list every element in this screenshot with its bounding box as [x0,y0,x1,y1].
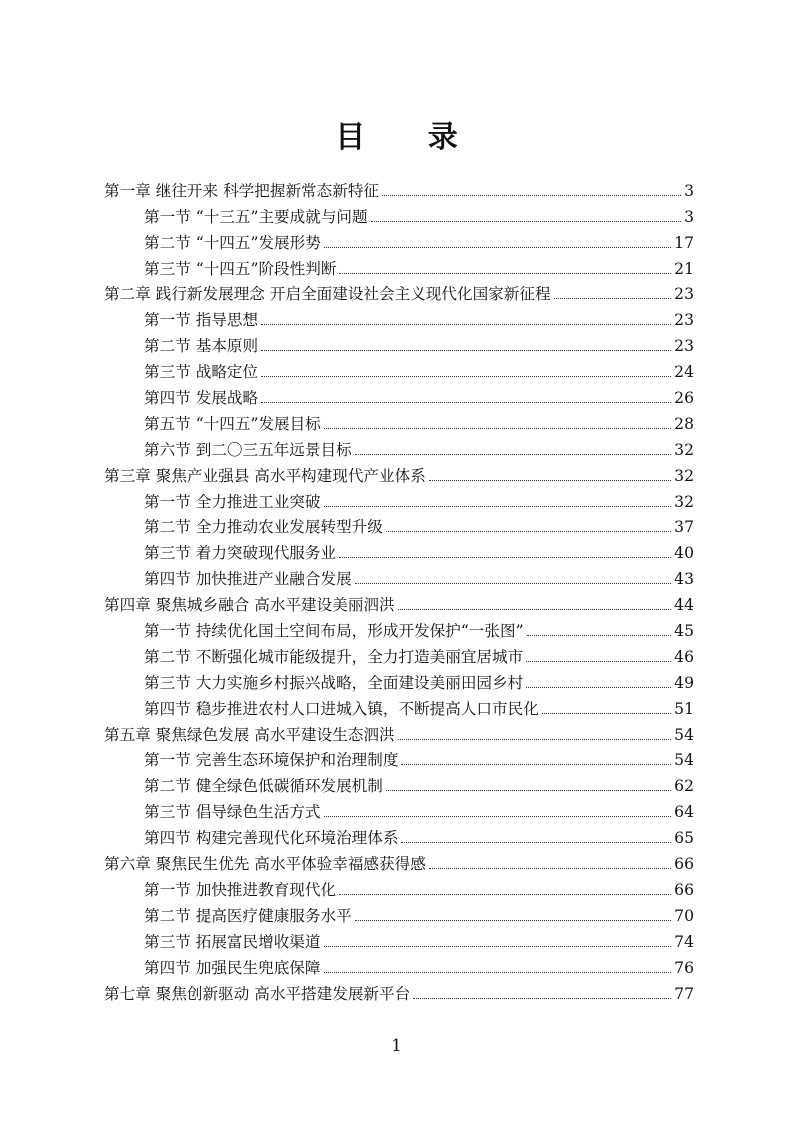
dot-leader [429,868,671,869]
toc-chapter-entry[interactable] [104,280,694,306]
toc-section-entry[interactable] [104,694,694,720]
toc-entry-title: 第五章 聚焦绿色发展 高水平建设生态泗洪 [104,725,395,744]
toc-entry-page: 43 [674,570,694,589]
toc-entry-page: 66 [674,880,694,899]
toc-section-entry[interactable] [104,642,694,668]
page-number: 1 [391,1036,402,1056]
toc-section-entry[interactable] [104,771,694,797]
toc-entry-page: 3 [684,207,694,226]
table-of-contents [104,176,694,1005]
toc-entry-page: 46 [674,647,694,666]
toc-section-entry[interactable] [104,901,694,927]
toc-entry-title: 第一章 继往开来 科学把握新常态新特征 [104,181,380,200]
toc-entry-title: 第二节 提高医疗健康服务水平 [144,906,352,925]
toc-entry-page: 54 [674,751,694,770]
dot-leader [355,454,671,455]
toc-entry-title: 第六节 到二〇三五年远景目标 [144,440,352,459]
dot-leader [355,583,671,584]
toc-entry-page: 49 [674,673,694,692]
toc-entry-page: 24 [674,363,694,382]
dot-leader [386,531,671,532]
dot-leader [324,972,672,973]
toc-section-entry[interactable] [104,331,694,357]
toc-section-entry[interactable] [104,875,694,901]
dot-leader [554,298,672,299]
toc-entry-page: 3 [684,181,694,200]
toc-entry-page: 51 [674,699,694,718]
toc-section-entry[interactable] [104,823,694,849]
toc-entry-title: 第三节 倡导绿色生活方式 [144,803,321,822]
toc-entry-title: 第一节 指导思想 [144,311,259,330]
toc-section-entry[interactable] [104,357,694,383]
toc-chapter-entry[interactable] [104,720,694,746]
dot-leader [324,946,672,947]
dot-leader [324,247,671,248]
dot-leader [261,350,671,351]
toc-entry-title: 第一节 “十三五”主要成就与问题 [144,207,368,226]
toc-entry-title: 第二节 全力推动农业发展转型升级 [144,518,383,537]
page-title: 目 录 [335,120,484,155]
toc-section-entry[interactable] [104,953,694,979]
toc-entry-page: 32 [674,466,694,485]
dot-leader [401,842,671,843]
toc-entry-page: 23 [674,337,694,356]
toc-entry-page: 26 [674,389,694,408]
toc-section-entry[interactable] [104,538,694,564]
toc-entry-page: 70 [674,906,694,925]
dot-leader [413,998,671,999]
dot-leader [261,324,671,325]
toc-entry-page: 44 [674,596,694,615]
toc-entry-title: 第四节 发展战略 [144,389,259,408]
toc-entry-title: 第三节 大力实施乡村振兴战略，全面建设美丽田园乡村 [144,673,524,692]
toc-entry-page: 23 [674,285,694,304]
dot-leader [261,376,671,377]
toc-section-entry[interactable] [104,383,694,409]
toc-entry-page: 64 [674,803,694,822]
toc-chapter-entry[interactable] [104,176,694,202]
dot-leader [526,687,671,688]
toc-entry-title: 第三节 着力突破现代服务业 [144,544,337,563]
dot-leader [324,816,672,817]
toc-section-entry[interactable] [104,435,694,461]
dot-leader [324,506,672,507]
toc-entry-title: 第四节 加快推进产业融合发展 [144,570,352,589]
toc-section-entry[interactable] [104,487,694,513]
toc-entry-title: 第二节 “十四五”发展形势 [144,233,321,252]
toc-entry-page: 28 [674,414,694,433]
toc-entry-title: 第四节 构建完善现代化环境治理体系 [144,829,399,848]
toc-entry-page: 66 [674,855,694,874]
toc-entry-page: 45 [674,622,694,641]
dot-leader [324,428,671,429]
toc-section-entry[interactable] [104,409,694,435]
dot-leader [527,635,672,636]
toc-entry-title: 第一节 持续优化国土空间布局，形成开发保护“一张图” [144,622,524,641]
toc-entry-page: 23 [674,311,694,330]
toc-entry-page: 21 [674,259,694,278]
toc-entry-title: 第六章 聚焦民生优先 高水平体验幸福感获得感 [104,855,426,874]
toc-entry-title: 第五节 “十四五”发展目标 [144,414,321,433]
toc-entry-title: 第四节 稳步推进农村人口进城入镇，不断提高人口市民化 [144,699,539,718]
toc-entry-title: 第二节 健全绿色低碳循环发展机制 [144,777,383,796]
toc-entry-title: 第三节 拓展富民增收渠道 [144,932,321,951]
toc-entry-title: 第一节 完善生态环境保护和治理制度 [144,751,399,770]
dot-leader [526,661,671,662]
toc-entry-title: 第四章 聚焦城乡融合 高水平建设美丽泗洪 [104,596,395,615]
toc-entry-title: 第三节 战略定位 [144,363,259,382]
toc-entry-page: 76 [674,958,694,977]
toc-entry-page: 77 [674,984,694,1003]
dot-leader [386,790,671,791]
toc-section-entry[interactable] [104,746,694,772]
toc-section-entry[interactable] [104,254,694,280]
toc-section-entry[interactable] [104,797,694,823]
toc-entry-page: 17 [674,233,694,252]
dot-leader [261,402,671,403]
toc-entry-page: 54 [674,725,694,744]
toc-chapter-entry[interactable] [104,461,694,487]
toc-section-entry[interactable] [104,513,694,539]
toc-entry-title: 第四节 加强民生兜底保障 [144,958,321,977]
toc-entry-page: 62 [674,777,694,796]
toc-entry-title: 第一节 全力推进工业突破 [144,492,321,511]
toc-entry-page: 74 [674,932,694,951]
toc-entry-page: 40 [674,544,694,563]
toc-entry-title: 第三章 聚焦产业强县 高水平构建现代产业体系 [104,466,426,485]
dot-leader [382,195,681,196]
toc-entry-title: 第二章 践行新发展理念 开启全面建设社会主义现代化国家新征程 [104,285,551,304]
dot-leader [371,221,681,222]
toc-section-entry[interactable] [104,668,694,694]
toc-chapter-entry[interactable] [104,590,694,616]
dot-leader [542,713,671,714]
toc-section-entry[interactable] [104,927,694,953]
toc-section-entry[interactable] [104,564,694,590]
toc-entry-page: 32 [674,440,694,459]
toc-section-entry[interactable] [104,305,694,331]
toc-entry-title: 第三节 “十四五”阶段性判断 [144,259,337,278]
dot-leader [401,764,671,765]
toc-entry-page: 65 [674,829,694,848]
toc-chapter-entry[interactable] [104,849,694,875]
toc-section-entry[interactable] [104,616,694,642]
dot-leader [339,273,671,274]
dot-leader [398,609,672,610]
dot-leader [339,557,671,558]
toc-section-entry[interactable] [104,228,694,254]
toc-chapter-entry[interactable] [104,979,694,1005]
toc-entry-title: 第一节 加快推进教育现代化 [144,880,337,899]
toc-entry-page: 37 [674,518,694,537]
toc-entry-title: 第二节 基本原则 [144,337,259,356]
dot-leader [355,920,671,921]
dot-leader [398,739,672,740]
toc-entry-title: 第二节 不断强化城市能级提升，全力打造美丽宜居城市 [144,647,524,666]
toc-entry-title: 第七章 聚焦创新驱动 高水平搭建发展新平台 [104,984,411,1003]
dot-leader [429,480,671,481]
dot-leader [339,894,671,895]
toc-entry-page: 32 [674,492,694,511]
toc-section-entry[interactable] [104,202,694,228]
